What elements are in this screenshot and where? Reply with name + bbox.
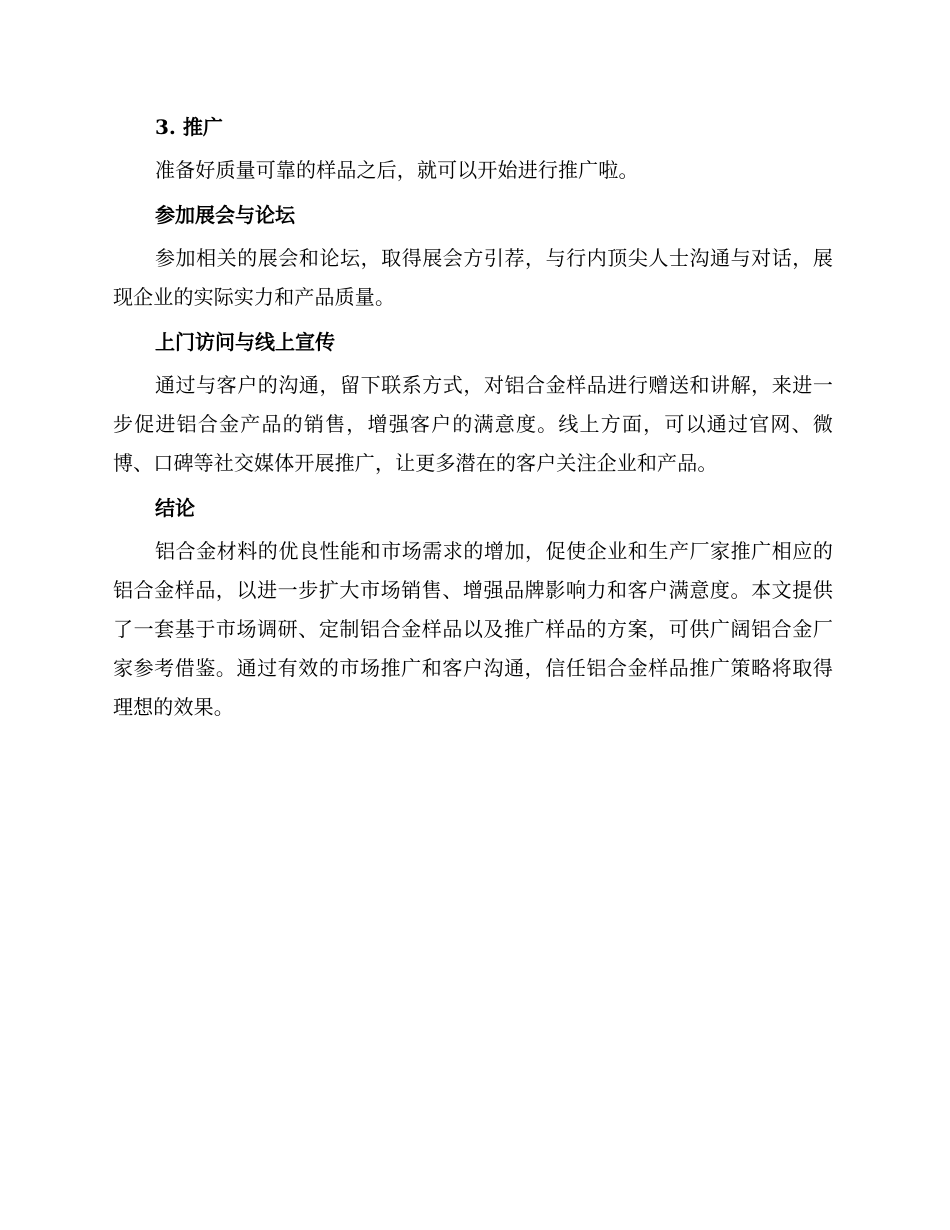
section-heading-conclusion: 结论 (155, 496, 195, 520)
document-body (113, 112, 833, 727)
section-paragraph-visits-online: 通过与客户的沟通，留下联系方式，对铝合金样品进行赠送和讲解，来进一步促进铝合金产品的销售，增强客户的满意度。线上方面，可以通过官网、微博、口碑等社交媒体开展推广，让更多潜在的客户关注企业和产品。 (113, 373, 833, 475)
section-heading-promotion: 3. 推广 (155, 115, 223, 139)
section-paragraph-conclusion: 铝合金材料的优良性能和市场需求的增加，促使企业和生产厂家推广相应的铝合金样品，以进一步扩大市场销售、增强品牌影响力和客户满意度。本文提供了一套基于市场调研、定制铝合金样品以及推广样品的方案，可供广阔铝合金厂家参考借鉴。通过有效的市场推广和客户沟通，信任铝合金样品推广策略将取得理想的效果。 (113, 539, 833, 719)
section-heading-exhibitions: 参加展会与论坛 (155, 203, 295, 227)
section-paragraph-exhibitions: 参加相关的展会和论坛，取得展会方引荐，与行内顶尖人士沟通与对话，展现企业的实际实力和产品质量。 (113, 246, 833, 309)
section-heading-visits-online: 上门访问与线上宣传 (155, 330, 335, 354)
section-paragraph-promotion: 准备好质量可靠的样品之后，就可以开始进行推广啦。 (155, 158, 639, 182)
